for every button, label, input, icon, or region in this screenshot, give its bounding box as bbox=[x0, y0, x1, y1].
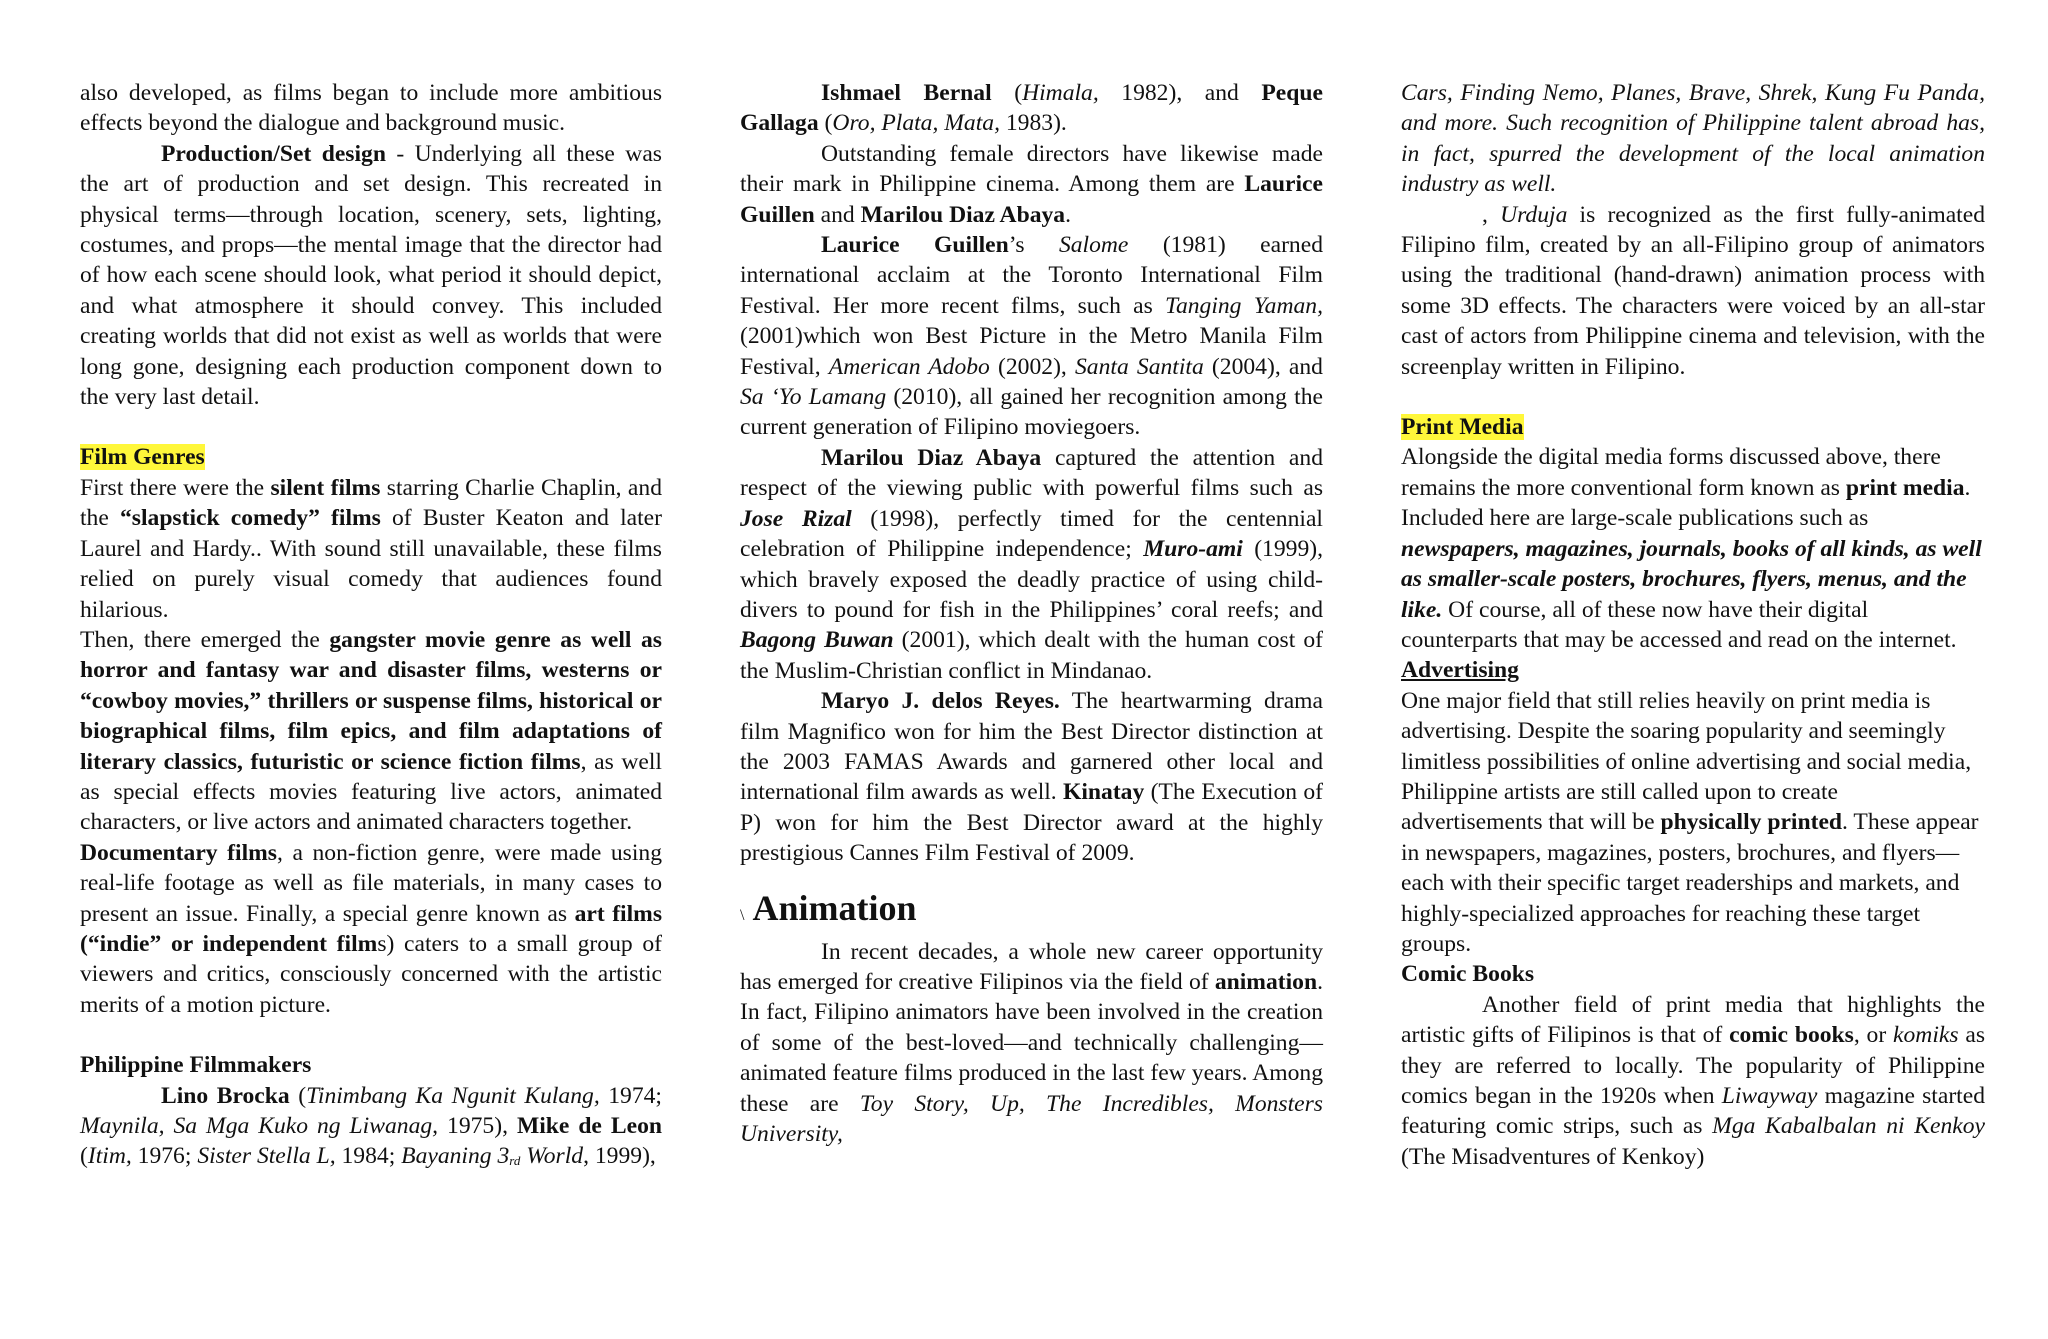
paragraph-guillen bbox=[740, 230, 1323, 443]
text: In recent decades, a whole new career opportunity has emerged for creative Filipinos via the field of bbox=[740, 938, 1323, 995]
film-title: Oro, Plata, Mata, bbox=[832, 110, 1000, 137]
text: , or bbox=[1853, 1022, 1894, 1049]
film-title: Sa ‘Yo Lamang bbox=[740, 384, 887, 411]
heading-philippine-filmmakers bbox=[80, 1050, 662, 1080]
heading-film-genres bbox=[80, 442, 662, 472]
text: , as well as special effects movies featuring live actors, animated characters, or live actors and animated characters together. bbox=[80, 748, 662, 836]
text: starring Charlie Chaplin, and the bbox=[80, 474, 662, 532]
text: 1984; bbox=[335, 1143, 402, 1170]
text: Outstanding female directors have likewise made their mark in Philippine cinema. Among them are bbox=[740, 140, 1323, 198]
film-title: Bayaning 3 bbox=[401, 1143, 510, 1170]
text: 1983). bbox=[999, 110, 1067, 137]
text: , a non-fiction genre, were made using real-life footage as well as file materials, in many cases to present an issue. Finally, a special genre known as bbox=[80, 839, 662, 927]
text: (2001)which won Best Picture in the Metro Manila Film Festival, bbox=[740, 323, 1323, 380]
text: First there were the bbox=[80, 474, 271, 501]
text: s) caters to a small group of viewers and critics, consciously concerned with the artistic merits of a motion picture. bbox=[80, 930, 663, 1018]
text: . In fact, Filipino animators have been involved in the creation of some of the best-loved—and technically challenging—animated feature films produced in the last few years. Among these are bbox=[740, 968, 1323, 1117]
text: . Included here are large-scale publications such as bbox=[1401, 474, 1971, 532]
text: (2010), all gained her recognition among the current generation of Filipino moviegoers. bbox=[740, 384, 1323, 441]
film-title: Himala, bbox=[1022, 80, 1099, 106]
paragraph-comic-books bbox=[1401, 990, 1985, 1172]
term: art films (“indie” or independent film bbox=[80, 900, 663, 957]
text: (2002), bbox=[989, 353, 1075, 380]
text: ’s bbox=[1008, 232, 1059, 259]
heading-animation bbox=[740, 887, 1323, 937]
paragraph-production-design bbox=[80, 139, 662, 413]
term: newspapers, magazines, journals, books of all kinds, as well as smaller-scale posters, brochures, flyers, menus, and the like. bbox=[1401, 535, 1982, 623]
text: ( bbox=[289, 1082, 307, 1109]
italic-text: komiks bbox=[1893, 1022, 1959, 1049]
film-title: American Adobo bbox=[828, 353, 990, 380]
text: One major field that still relies heavily on print media is advertising. Despite the soaring popularity and seemingly limitless possibilities of online advertising and social media, Philippine artists are still called upon to create advertisements that will be bbox=[1401, 687, 1972, 836]
paragraph-advertising bbox=[1401, 686, 1985, 960]
text: (1999), which bravely exposed the deadly practice of using child-divers to pound for fish in the Philippines’ coral reefs; and bbox=[740, 536, 1323, 623]
text: Then, there emerged the bbox=[80, 626, 330, 653]
paragraph-intro bbox=[80, 78, 662, 139]
paragraph-silent-films bbox=[80, 473, 662, 625]
italic-text: Mga Kabalbalan ni Kenkoy bbox=[1712, 1113, 1985, 1140]
text: magazine started featuring comic strips, such as bbox=[1401, 1083, 1985, 1140]
text: 1982), and bbox=[1098, 80, 1262, 106]
term: comic books bbox=[1729, 1022, 1854, 1049]
term: Documentary films bbox=[80, 839, 277, 866]
italic-text: Cars, Finding Nemo, Planes, Brave, Shrek, Kung Fu Panda, and more. Such recognition of Philippine talent abroad has, in fact, spurred the development of the local animation industry as well. bbox=[1401, 80, 1985, 198]
section-heading: Advertising bbox=[1401, 657, 1519, 684]
text: (The Execution of P) won for him the Best Director award at the highly prestigious Cannes Film Festival of 2009. bbox=[740, 779, 1323, 867]
paragraph-abaya bbox=[740, 443, 1323, 686]
term: Kinatay bbox=[1063, 779, 1145, 806]
superscript: rd bbox=[509, 1153, 521, 1169]
paragraph-print-media bbox=[1401, 442, 1985, 655]
text: (1981) earned international acclaim at the Toronto International Film Festival. Her more recent films, such as bbox=[740, 232, 1323, 319]
heading-comic-books bbox=[1401, 959, 1985, 989]
term: gangster movie genre as well as horror and fantasy war and disaster films, westerns or “cowboy movies,” thrillers or suspense films, historical or biographical films, film epics, and film adaptations of literary classics, futuristic or science fiction films bbox=[80, 626, 662, 775]
term: Laurice Guillen bbox=[821, 232, 1009, 259]
film-title: Itim, bbox=[87, 1143, 132, 1170]
term: animation bbox=[1214, 968, 1318, 995]
text: (2001), which dealt with the human cost of the Muslim-Christian conflict in Mindanao. bbox=[740, 627, 1323, 684]
text: and bbox=[814, 201, 861, 228]
paragraph-bernal bbox=[740, 78, 1323, 139]
text: 1974; bbox=[599, 1082, 662, 1109]
paragraph-animation bbox=[740, 937, 1323, 1150]
term: Peque Gallaga bbox=[740, 80, 1323, 137]
film-title: Urduja bbox=[1500, 201, 1568, 228]
film-title: World bbox=[520, 1143, 584, 1170]
text: of Buster Keaton and later Laurel and Hardy.. With sound still unavailable, these films relied on purely visual comedy that audiences found hilarious. bbox=[80, 505, 662, 623]
text: Alongside the digital media forms discussed above, there remains the more conventional form known as bbox=[1401, 444, 1941, 501]
section-heading: Film Genres bbox=[80, 444, 205, 471]
film-title: Muro-ami bbox=[1143, 536, 1243, 563]
film-title: Salome bbox=[1058, 232, 1129, 259]
term: “slapstick comedy” films bbox=[119, 505, 381, 532]
paragraph-urduja bbox=[1401, 200, 1985, 382]
term: Lino Brocka bbox=[161, 1082, 290, 1109]
text: . bbox=[1065, 201, 1071, 228]
term: Mike de Leon bbox=[516, 1113, 662, 1139]
text: is recognized as the first fully-animated Filipino film, created by an all-Filipino group of animators using the traditional (hand-drawn) animation process with some 3D effects. The characters were voiced by an all-star cast of actors from Philippine cinema and television, with the screenplay written in Filipino. bbox=[1401, 201, 1985, 380]
text: . These appear in newspapers, magazines, posters, brochures, and flyers—each with their specific target readerships and markets, and highly-specialized approaches for reaching these target groups. bbox=[1401, 809, 1979, 957]
column-right bbox=[1401, 78, 1985, 1172]
film-title: Santa Santita bbox=[1075, 353, 1204, 380]
paragraph-genres-list bbox=[80, 625, 662, 838]
term: Maryo J. delos Reyes. bbox=[821, 688, 1060, 715]
paragraph-female-directors bbox=[740, 139, 1323, 230]
term: Marilou Diaz Abaya bbox=[860, 201, 1066, 228]
text: ( bbox=[80, 1143, 88, 1170]
paragraph-cars bbox=[1401, 78, 1985, 200]
film-title: Toy Story, Up, The Incredibles, Monsters University, bbox=[740, 1090, 1323, 1147]
term: Ishmael Bernal bbox=[821, 80, 992, 106]
text: 1975), bbox=[438, 1113, 517, 1139]
term: silent films bbox=[270, 474, 381, 501]
text: also developed, as films began to include more ambitious effects beyond the dialogue and background music. bbox=[80, 80, 662, 137]
backslash-mark: \ bbox=[740, 906, 745, 924]
term-production-design: Production/Set design bbox=[161, 140, 386, 167]
paragraph-delos-reyes bbox=[740, 686, 1323, 868]
text: Another field of print media that highlights the artistic gifts of Filipinos is that of bbox=[1401, 991, 1985, 1049]
italic-text: Liwayway bbox=[1721, 1083, 1818, 1109]
text: Of course, all of these now have their digital counterparts that may be accessed and read on the internet. bbox=[1401, 596, 1957, 653]
text: , bbox=[1482, 201, 1501, 228]
term: print media bbox=[1845, 474, 1965, 501]
text: ( bbox=[818, 110, 833, 137]
film-title: Tanging Yaman, bbox=[1164, 292, 1323, 319]
section-heading: Philippine Filmmakers bbox=[80, 1052, 312, 1079]
film-title: Jose Rizal bbox=[740, 505, 852, 532]
column-middle bbox=[740, 78, 1323, 1149]
text: , 1999), bbox=[583, 1143, 656, 1170]
term: physically printed bbox=[1660, 809, 1843, 836]
film-title: Sister Stella L, bbox=[197, 1143, 336, 1170]
film-title: Maynila, Sa Mga Kuko ng Liwanag, bbox=[80, 1113, 439, 1139]
text: The heartwarming drama film Magnifico won for him the Best Director distinction at the 2003 FAMAS Awards and garnered other local and international film awards as well. bbox=[740, 688, 1323, 806]
section-heading: Print Media bbox=[1401, 414, 1524, 441]
section-heading: Comic Books bbox=[1401, 961, 1535, 988]
heading-advertising bbox=[1401, 655, 1985, 685]
term: Laurice Guillen bbox=[740, 171, 1323, 228]
text: (The Misadventures of Kenkoy) bbox=[1401, 1143, 1705, 1170]
column-left bbox=[80, 78, 662, 1177]
film-title: Bagong Buwan bbox=[740, 627, 894, 654]
paragraph-brocka bbox=[80, 1081, 662, 1177]
text: as they are referred to locally. The popularity of Philippine comics began in the 1920s when bbox=[1401, 1022, 1985, 1109]
text: - Underlying all these was the art of production and set design. This recreated in physical terms—through location, scenery, sets, lighting, costumes, and props—the mental image that the director had of how each scene should look, what period it should depict, and what atmosphere it should convey. This included creating worlds that did not exist as well as worlds that were long gone, designing each production component down to the very last detail. bbox=[80, 140, 662, 411]
text: 1976; bbox=[131, 1143, 198, 1170]
section-heading: Animation bbox=[752, 887, 917, 928]
paragraph-documentary bbox=[80, 838, 662, 1020]
term: Marilou Diaz Abaya bbox=[821, 444, 1042, 471]
text: (1998), perfectly timed for the centennial celebration of Philippine independence; bbox=[740, 505, 1323, 563]
film-title: Tinimbang Ka Ngunit Kulang, bbox=[306, 1082, 600, 1109]
text: ( bbox=[991, 80, 1023, 106]
text: (2004), and bbox=[1203, 353, 1323, 380]
heading-print-media bbox=[1401, 412, 1985, 442]
text: captured the attention and respect of the viewing public with powerful films such as bbox=[740, 444, 1323, 502]
